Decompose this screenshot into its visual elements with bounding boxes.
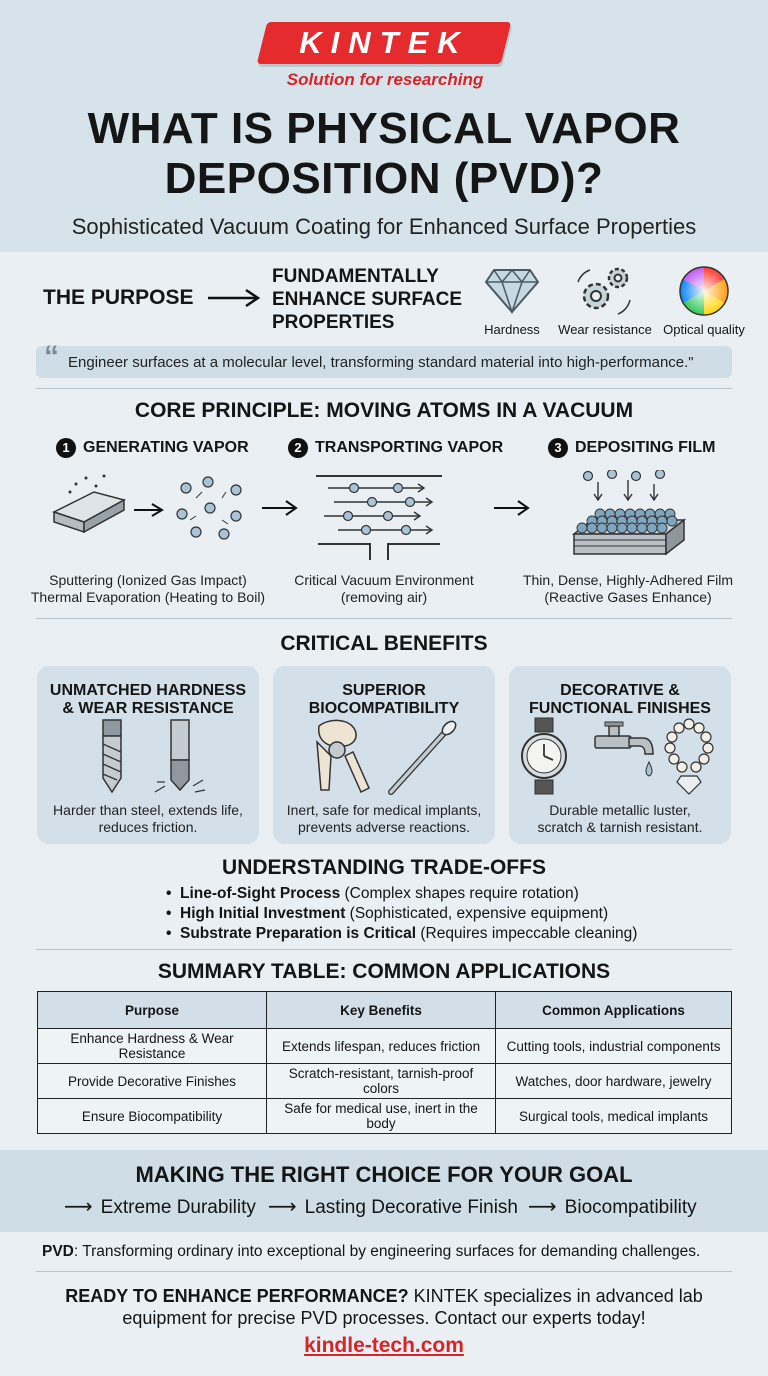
purpose-label: THE PURPOSE [43, 286, 194, 309]
table-row [38, 1029, 732, 1064]
table-cell: Scratch-resistant, tarnish-proof colors [267, 1064, 496, 1099]
list-item: • Substrate Preparation is Critical (Requires impeccable cleaning) [166, 924, 637, 944]
step-title: GENERATING VAPOR [83, 439, 249, 456]
call-to-action: READY TO ENHANCE PERFORMANCE? KINTEK specializes in advanced lab equipment for precise PVD processes. Contact our experts today! [65, 1286, 703, 1328]
hardness-label: Hardness [484, 322, 540, 337]
table-cell: Provide Decorative Finishes [38, 1064, 267, 1099]
vapor-transport-illustration [314, 470, 444, 566]
table-cell: Watches, door hardware, jewelry [496, 1064, 732, 1099]
divider [36, 1271, 732, 1272]
table-row [38, 1064, 732, 1099]
tradeoffs-list [166, 884, 637, 944]
tradeoffs-title: UNDERSTANDING TRADE-OFFS [222, 856, 546, 879]
divider [36, 618, 732, 619]
quote-icon: “ [44, 340, 59, 373]
divider [36, 388, 732, 389]
step-title: DEPOSITING FILM [575, 439, 716, 456]
step-caption: Sputtering (Ionized Gas Impact) [49, 572, 247, 588]
card-caption: Durable metallic luster, [549, 802, 691, 818]
table-row [38, 1099, 732, 1134]
card-title: UNMATCHED HARDNESS [49, 682, 247, 699]
step-caption: Critical Vacuum Environment [294, 572, 474, 588]
step-number: 3 [548, 438, 568, 458]
benefit-card-biocompatibility [273, 666, 495, 844]
wear-resistance-label: Wear resistance [558, 322, 652, 337]
card-caption: prevents adverse reactions. [298, 819, 470, 835]
choice-option: ⟶ Biocompatibility [528, 1196, 697, 1218]
benefit-card-hardness [37, 666, 259, 844]
step-number: 1 [56, 438, 76, 458]
card-title: SUPERIOR [342, 682, 426, 699]
card-title: & WEAR RESISTANCE [62, 700, 234, 717]
choice-option: ⟶ Extreme Durability [64, 1196, 256, 1218]
summary-title: SUMMARY TABLE: COMMON APPLICATIONS [157, 960, 611, 983]
website-link[interactable]: kindle-tech.com [304, 1334, 464, 1357]
hip-implant-icon [273, 716, 495, 796]
benefits-title: CRITICAL BENEFITS [280, 632, 488, 655]
table-header-row [38, 992, 732, 1029]
right-arrow-icon: ⟶ [268, 1196, 297, 1218]
step-number: 2 [288, 438, 308, 458]
film-deposition-illustration [570, 470, 690, 562]
card-caption: scratch & tarnish resistant. [537, 819, 703, 835]
page-title: WHAT IS PHYSICAL VAPOR DEPOSITION (PVD)? [87, 104, 681, 203]
optical-quality-label: Optical quality [663, 322, 745, 337]
list-item: • Line-of-Sight Process (Complex shapes require rotation) [166, 884, 637, 904]
list-item: • High Initial Investment (Sophisticated, expensive equipment) [166, 904, 637, 924]
pvd-summary: PVD: Transforming ordinary into exceptional by engineering surfaces for demanding challenges. [42, 1243, 701, 1260]
table-header: Common Applications [496, 992, 732, 1029]
table-cell: Extends lifespan, reduces friction [267, 1029, 496, 1064]
card-caption: Harder than steel, extends life, [53, 802, 243, 818]
table-cell: Ensure Biocompatibility [38, 1099, 267, 1134]
right-arrow-icon: ⟶ [528, 1196, 557, 1218]
table-header: Key Benefits [267, 992, 496, 1029]
step-caption: Thin, Dense, Highly-Adhered Film [522, 572, 734, 588]
card-title: FUNCTIONAL FINISHES [529, 700, 711, 717]
watch-faucet-jewelry-icon [509, 716, 731, 796]
gears-icon [574, 264, 634, 318]
right-arrow-icon [260, 498, 300, 518]
right-arrow-icon [492, 498, 532, 518]
card-caption: Inert, safe for medical implants, [286, 802, 482, 818]
table-header: Purpose [38, 992, 267, 1029]
page-subtitle: Sophisticated Vacuum Coating for Enhanced Surface Properties [71, 214, 697, 239]
card-title: DECORATIVE & [560, 682, 680, 699]
choice-option: ⟶ Lasting Decorative Finish [268, 1196, 518, 1218]
step-caption: (Reactive Gases Enhance) [544, 589, 712, 605]
core-principle-title: CORE PRINCIPLE: MOVING ATOMS IN A VACUUM [134, 399, 634, 422]
diamond-icon [484, 266, 540, 316]
step-caption: (removing air) [340, 589, 428, 605]
step-caption: Thermal Evaporation (Heating to Boil) [30, 589, 266, 605]
color-wheel-icon [678, 265, 730, 317]
purpose-text: FUNDAMENTALLY ENHANCE SURFACE PROPERTIES [272, 266, 463, 333]
logo-text: KINTEK [299, 25, 469, 60]
card-title: BIOCOMPATIBILITY [308, 700, 460, 717]
logo-tagline: Solution for researching [286, 70, 484, 89]
right-arrow-icon [206, 288, 262, 308]
table-cell: Surgical tools, medical implants [496, 1099, 732, 1134]
vapor-generation-illustration [46, 470, 256, 560]
table-cell: Safe for medical use, inert in the body [267, 1099, 496, 1134]
divider [36, 949, 732, 950]
step-title: TRANSPORTING VAPOR [315, 439, 504, 456]
table-cell: Enhance Hardness & Wear Resistance [38, 1029, 267, 1064]
choice-title: MAKING THE RIGHT CHOICE FOR YOUR GOAL [135, 1162, 633, 1187]
drill-bit-icon [37, 716, 259, 796]
card-caption: reduces friction. [98, 819, 198, 835]
right-arrow-icon: ⟶ [64, 1196, 93, 1218]
summary-table [37, 991, 732, 1134]
benefit-card-finishes [509, 666, 731, 844]
table-cell: Cutting tools, industrial components [496, 1029, 732, 1064]
quote-text: Engineer surfaces at a molecular level, transforming standard material into high-performance." [68, 354, 694, 371]
